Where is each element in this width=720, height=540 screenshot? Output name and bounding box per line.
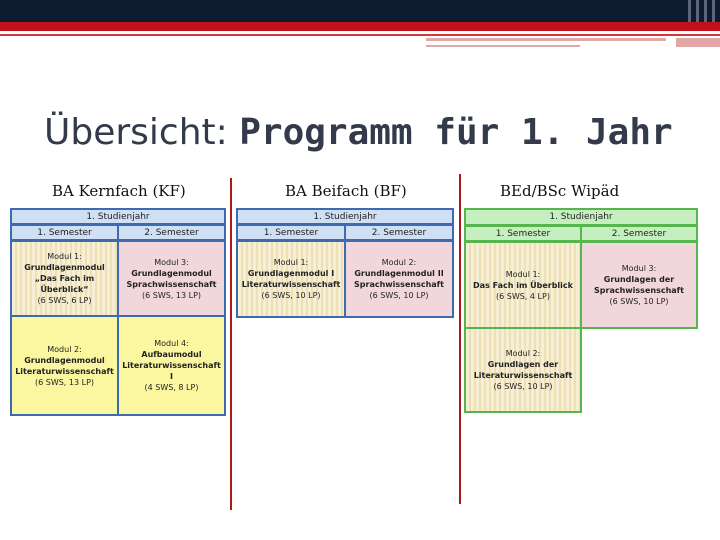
column-divider (459, 174, 461, 504)
module-credits: (6 SWS, 13 LP) (34, 377, 95, 387)
module-label: Modul 4: (154, 339, 189, 348)
red-accent-line (0, 34, 720, 36)
module-name: Literaturwissenschaft (241, 280, 341, 289)
module-name: Grundlagenmodul (131, 268, 212, 278)
module-name: Aufbaumodul (141, 350, 202, 359)
module-name: Sprachwissenschaft (594, 286, 684, 295)
column-heading-bed: BEd/BSc Wipäd (500, 182, 620, 200)
module-label: Modul 3: (154, 257, 189, 267)
module-credits: (4 SWS, 8 LP) (144, 383, 199, 392)
module-credits: (6 SWS, 13 LP) (141, 290, 202, 300)
deco-line (426, 45, 580, 47)
module-label: Modul 2: (381, 258, 417, 267)
title-regular: Übersicht: (44, 112, 240, 153)
column-heading-bf: BA Beifach (BF) (285, 182, 407, 200)
module-name: Grundlagenmodul II (354, 269, 444, 278)
deco-block (676, 38, 720, 47)
module-name: Das Fach im Überblick (473, 280, 573, 290)
module-credits: (6 SWS, 10 LP) (609, 297, 669, 306)
module-name: Grundlagen der (603, 275, 675, 284)
module-credits: (6 SWS, 10 LP) (369, 291, 429, 300)
bed-module-3 (580, 241, 698, 329)
module-name: „Das Fach im (34, 274, 95, 283)
bf-semester-1: 1. Semester (236, 224, 346, 241)
module-label: Modul 1: (273, 258, 309, 267)
module-credits: (6 SWS, 6 LP) (37, 296, 92, 305)
module-credits: (6 SWS, 10 LP) (261, 291, 321, 300)
bed-semester-1: 1. Semester (464, 225, 582, 242)
module-label: Modul 1: (47, 252, 82, 261)
module-name: Grundlagenmodul (24, 263, 105, 272)
kf-module-2 (10, 315, 119, 416)
module-name: Grundlagen der (487, 360, 559, 369)
module-label: Modul 2: (47, 344, 82, 354)
banner-stripe (696, 0, 699, 22)
module-credits: (6 SWS, 10 LP) (493, 382, 553, 391)
column-divider (230, 178, 232, 510)
bed-module-2 (464, 327, 582, 413)
module-name: Literaturwissenschaft (473, 371, 573, 380)
bf-year-header: 1. Studienjahr (236, 208, 454, 225)
module-name: Überblick“ (40, 285, 89, 294)
bf-module-1 (236, 240, 346, 318)
module-credits: (6 SWS, 4 LP) (496, 291, 550, 301)
red-accent-bar (0, 22, 720, 31)
kf-semester-2: 2. Semester (117, 224, 226, 241)
module-name: Literaturwissenschaft (15, 366, 114, 376)
top-banner (0, 0, 720, 22)
banner-stripe (712, 0, 715, 22)
banner-stripe (688, 0, 691, 22)
module-label: Modul 1: (505, 269, 541, 279)
module-name: Grundlagenmodul I (247, 269, 335, 278)
bed-module-1 (464, 241, 582, 329)
title-bold: Programm für 1. Jahr (239, 112, 673, 153)
bf-module-2 (344, 240, 454, 318)
kf-year-header: 1. Studienjahr (10, 208, 226, 225)
banner-stripe (704, 0, 707, 22)
deco-line (426, 38, 666, 41)
module-label: Modul 2: (505, 349, 541, 358)
kf-semester-1: 1. Semester (10, 224, 119, 241)
module-label: Modul 3: (621, 264, 657, 273)
column-heading-kf: BA Kernfach (KF) (52, 182, 186, 200)
kf-module-1 (10, 240, 119, 317)
slide-title (44, 112, 673, 153)
kf-module-3 (117, 240, 226, 317)
module-name: Sprachwissenschaft (126, 279, 217, 289)
bf-semester-2: 2. Semester (344, 224, 454, 241)
bed-year-header: 1. Studienjahr (464, 208, 698, 226)
module-name: Grundlagenmodul (24, 355, 105, 365)
module-name: Literaturwissenschaft I (122, 361, 221, 381)
bed-semester-2: 2. Semester (580, 225, 698, 242)
kf-module-4 (117, 315, 226, 416)
module-name: Sprachwissenschaft (354, 280, 444, 289)
